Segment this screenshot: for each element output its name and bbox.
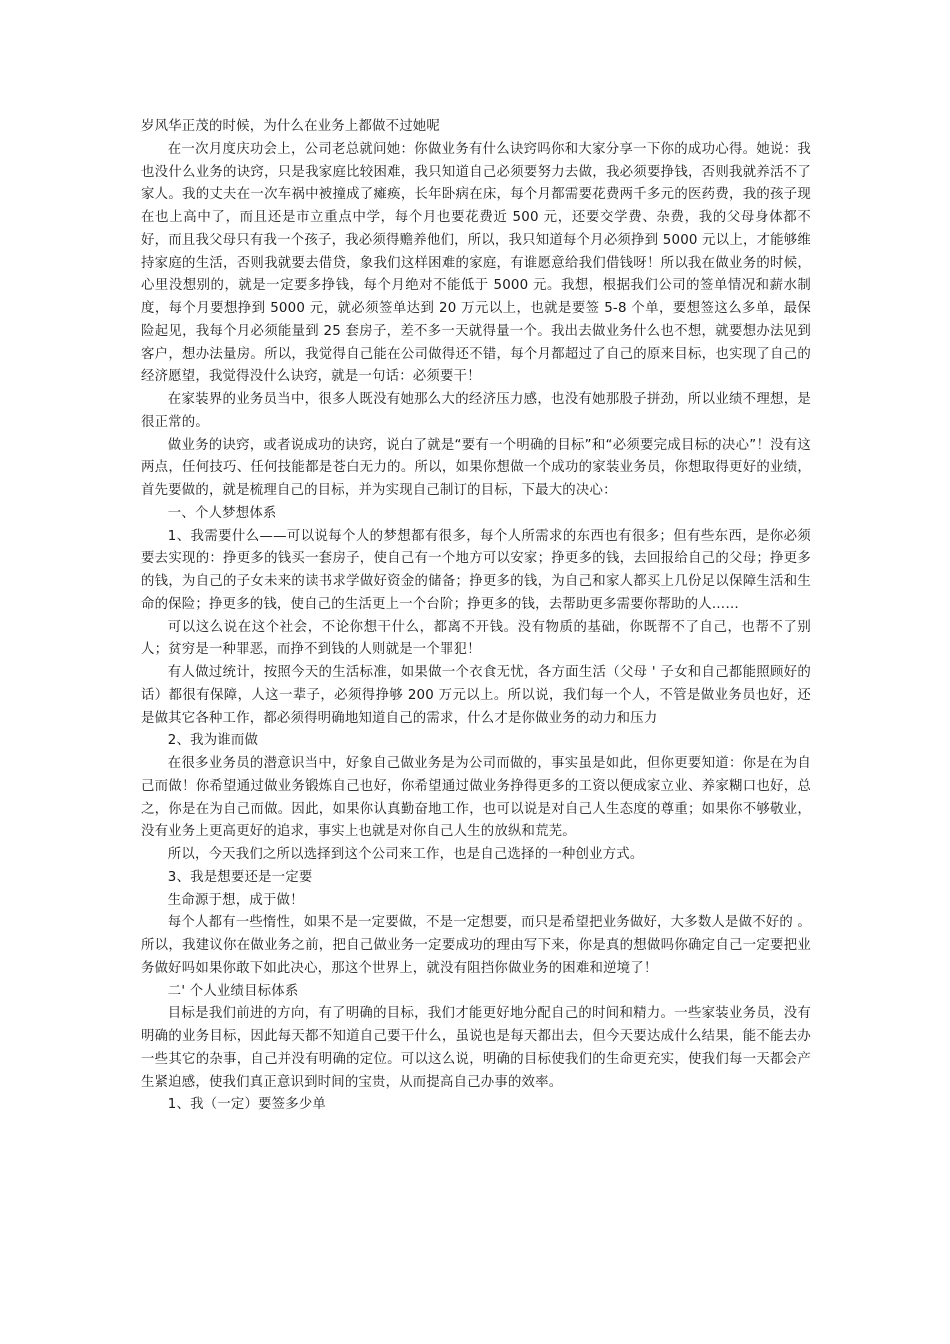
document-body [141,116,811,1117]
paragraph: 每个人都有一些惰性，如果不是一定要做，不是一定想要，而只是希望把业务做好，大多数人是做不好的 。所以，我建议你在做业务之前，把自己做业务一定要成功的理由写下来，你是真的想做吗你确定自己一定要把业务做好吗如果你敢下如此决心，那这个世界上，就没有阻挡你做业务的困难和逆境了！ [141,915,812,976]
paragraph: 有人做过统计，按照今天的生活标准，如果做一个衣食无忧，各方面生活（父母 ' 子女和自己都能照顾好的话）都很有保障，人这一辈子，必须得挣够 200 万元以上。所以说，我们每一个人，不管是做业务员也好，还是做其它各种工作，都必须得明确地知道自己的需求，什么才是你做业务的动力和压力 [141,665,811,726]
subsection-heading: 2、我为谁而做 [167,733,259,749]
subsection-heading: 1、我（一定）要签多少单 [167,1097,327,1113]
paragraph: 生命源于想，成于做！ [167,892,304,908]
paragraph: 所以，今天我们之所以选择到这个公司来工作，也是自己选择的一种创业方式。 [167,847,644,862]
paragraph: 可以这么说在这个社会，不论你想干什么，都离不开钱。没有物质的基础，你既帮不了自己，也帮不了别人；贫穷是一种罪恶，而挣不到钱的人则就是一个罪犯！ [141,619,811,658]
paragraph: 在家装界的业务员当中，很多人既没有她那么大的经济压力感，也没有她那股子拼劲，所以业绩不理想，是很正常的。 [141,392,811,430]
subsection-heading: 3、我是想要还是一定要 [167,869,313,885]
paragraph: 在一次月度庆功会上，公司老总就问她：你做业务有什么诀窍吗你和大家分享一下你的成功心得。她说：我也没什么业务的诀窍，只是我家庭比较困难，我只知道自己必须要努力去做，我必须要挣钱，否则我就养活不了家人。我的丈夫在一次车祸中被撞成了瘫痪，长年卧病在床，每个月都需要花费两千多元的医药费，我的孩子现在也上高中了，而且还是市立重点中学，每个月也要花费近 500 元，还要交学费、杂费，我的父母身体都不好，而且我父母只有我一个孩子，我必须得赡养他们，所以，我只知道每个月必须挣到 5000 元以上，才能够维持家庭的生活，否则我就要去借贷，象我们这样困难的家庭，有谁愿意给我们借钱呀！所以我在做业务的时候，心里没想别的，就是一定要多挣钱，每个月绝对不能低于 5000 元。我想，根据我们公司的签单情况和薪水制度，每个月要想挣到 5000 元，就必须签单达到 20 万元以上，也就是要签 5-8 个单，要想签这么多单，最保险起见，我每个月必须能量到 25 套房子，差不多一天就得量一个。我出去做业务什么也不想，就要想办法见到客户，想办法量房。所以，我觉得自己能在公司做得还不错，每个月都超过了自己的原来目标，也实现了自己的经济愿望，我觉得没什么诀窍，就是一句话：必须要干！ [141,141,811,385]
paragraph: 1、我需要什么——可以说每个人的梦想都有很多，每个人所需求的东西也有很多；但有些东西，是你必须要去实现的：挣更多的钱买一套房子，使自己有一个地方可以安家；挣更多的钱，去回报给自己的父母；挣更多的钱，为自己的子女未来的读书求学做好资金的储备；挣更多的钱，为自己和家人都买上几份足以保障生活和生命的保险；挣更多的钱，使自己的生活更上一个台阶；挣更多的钱，去帮助更多需要你帮助的人…… [141,528,811,612]
section-heading: 二' 个人业绩目标体系 [167,983,299,999]
paragraph: 做业务的诀窍，或者说成功的诀窍，说白了就是“要有一个明确的目标”和“必须要完成目标的决心”！没有这两点，任何技巧、任何技能都是苍白无力的。所以，如果你想做一个成功的家装业务员，你想取得更好的业绩，首先要做的，就是梳理自己的目标，并为实现自己制订的目标，下最大的决心： [141,437,811,498]
paragraph: 在很多业务员的潜意识当中，好象自己做业务是为公司而做的，事实虽是如此，但你更要知道：你是在为自己而做！你希望通过做业务锻炼自己也好，你希望通过做业务挣得更多的工资以便成家立业、养家糊口也好，总之，你是在为自己而做。因此，如果你认真勤奋地工作，也可以说是对自己人生态度的尊重；如果你不够敬业，没有业务上更高更好的追求，事实上也就是对你自己人生的放纵和荒芜。 [141,756,811,840]
paragraph: 目标是我们前进的方向，有了明确的目标，我们才能更好地分配自己的时间和精力。一些家装业务员，没有明确的业务目标，因此每天都不知道自己要干什么，虽说也是每天都出去，但今天要达成什么结果，能不能去办一些其它的杂事，自己并没有明确的定位。可以这么说，明确的目标使我们的生命更充实，使我们每一天都会产生紧迫感，使我们真正意识到时间的宝贵，从而提高自己办事的效率。 [141,1006,811,1090]
paragraph: 岁风华正茂的时候，为什么在业务上都做不过她呢 [141,119,440,134]
section-heading: 一、个人梦想体系 [167,505,277,521]
